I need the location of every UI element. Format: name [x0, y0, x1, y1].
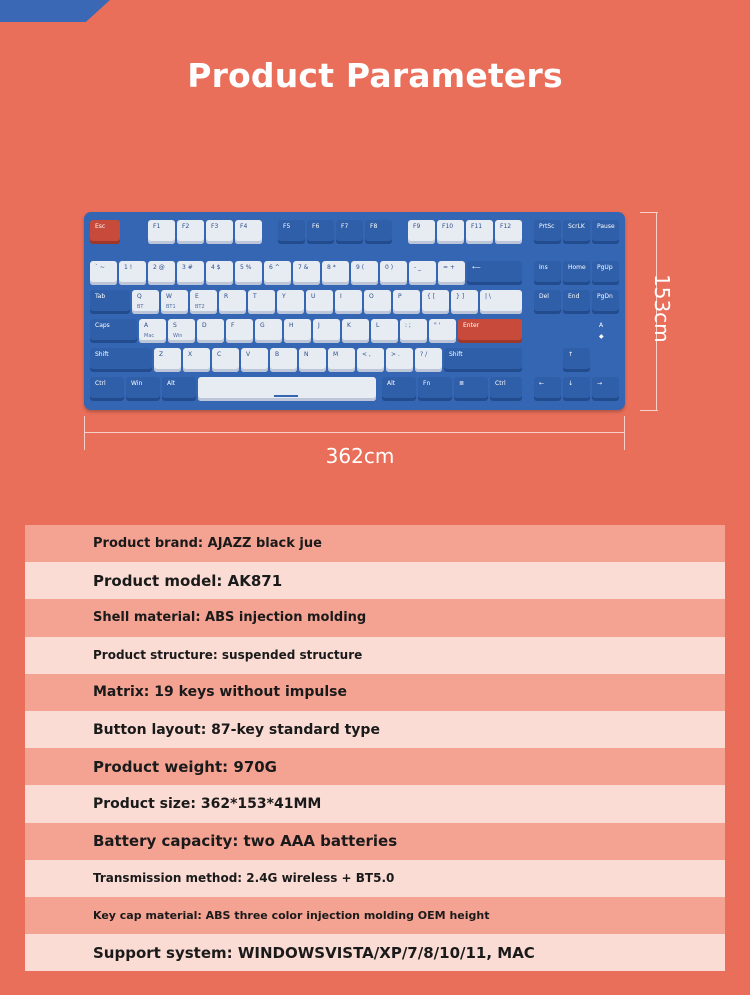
key-q	[132, 290, 159, 314]
key-arrow-left: ←	[534, 377, 561, 401]
key-f4: F4	[235, 220, 262, 244]
key-r: R	[219, 290, 246, 314]
spec-row-system: Support system: WINDOWSVISTA/XP/7/8/10/11, MAC	[25, 934, 725, 971]
key-n: N	[299, 348, 326, 372]
key-6: 6 ^	[264, 261, 291, 285]
key-f11: F11	[466, 220, 493, 244]
key-q-label: Q	[137, 293, 142, 300]
spec-row-transmission: Transmission method: 2.4G wireless + BT5.0	[25, 860, 725, 897]
key-s-sub: Win	[173, 333, 183, 339]
key-s-label: S	[173, 322, 177, 329]
spec-row-keycap: Key cap material: ABS three color injection molding OEM height	[25, 897, 725, 934]
key-f9: F9	[408, 220, 435, 244]
key-rbracket: } ]	[451, 290, 478, 314]
key-right-shift: Shift	[444, 348, 522, 372]
key-q-sub: BT	[137, 304, 144, 310]
key-f: F	[226, 319, 253, 343]
key-arrow-right: →	[592, 377, 619, 401]
width-dimension-line	[84, 432, 625, 433]
spec-row-structure: Product structure: suspended structure	[25, 637, 725, 674]
key-arrow-up: ↑	[563, 348, 590, 372]
key-o: O	[364, 290, 391, 314]
key-f8: F8	[365, 220, 392, 244]
key-arrow-down: ↓	[563, 377, 590, 401]
key-2: 2 @	[148, 261, 175, 285]
spec-row-matrix: Matrix: 19 keys without impulse	[25, 674, 725, 711]
key-k: K	[342, 319, 369, 343]
key-x: X	[183, 348, 210, 372]
key-home: Home	[563, 261, 590, 285]
spec-row-weight: Product weight: 970G	[25, 748, 725, 785]
height-dimension-label: 153cm	[650, 274, 674, 343]
key-d: D	[197, 319, 224, 343]
key-backtick: ` ~	[90, 261, 117, 285]
key-8: 8 *	[322, 261, 349, 285]
indicator-leds	[599, 320, 604, 342]
width-dimension-label: 362cm	[325, 444, 395, 468]
key-f6: F6	[307, 220, 334, 244]
key-f2: F2	[177, 220, 204, 244]
spec-table	[25, 525, 725, 971]
key-tab: Tab	[90, 290, 130, 314]
page-title: Product Parameters	[187, 56, 563, 95]
key-f3: F3	[206, 220, 233, 244]
key-z: Z	[154, 348, 181, 372]
key-win: Win	[126, 377, 160, 401]
key-lbracket: { [	[422, 290, 449, 314]
key-s	[168, 319, 195, 343]
key-scrlk: ScrLK	[563, 220, 590, 244]
key-semicolon: : ;	[400, 319, 427, 343]
key-a	[139, 319, 166, 343]
led-wireless-label: ◆	[599, 333, 604, 340]
key-m: M	[328, 348, 355, 372]
corner-decoration	[0, 0, 110, 22]
key-5: 5 %	[235, 261, 262, 285]
spec-row-layout: Button layout: 87-key standard type	[25, 711, 725, 748]
key-pgdn: PgDn	[592, 290, 619, 314]
key-j: J	[313, 319, 340, 343]
key-ins: Ins	[534, 261, 561, 285]
spec-row-size: Product size: 362*153*41MM	[25, 785, 725, 822]
key-f12: F12	[495, 220, 522, 244]
key-pause: Pause	[592, 220, 619, 244]
keyboard-image	[84, 212, 625, 410]
led-caps-label: A	[599, 322, 604, 329]
key-g: G	[255, 319, 282, 343]
key-period: > .	[386, 348, 413, 372]
key-right-alt: Alt	[382, 377, 416, 401]
key-i: I	[335, 290, 362, 314]
key-comma: < ,	[357, 348, 384, 372]
key-y: Y	[277, 290, 304, 314]
key-e-label: E	[195, 293, 199, 300]
key-0: 0 )	[380, 261, 407, 285]
width-tick-right	[624, 416, 625, 450]
key-esc: Esc	[90, 220, 120, 244]
key-a-label: A	[144, 322, 149, 329]
key-f7: F7	[336, 220, 363, 244]
key-u: U	[306, 290, 333, 314]
key-1: 1 !	[119, 261, 146, 285]
width-tick-left	[84, 416, 85, 450]
key-equal: = +	[438, 261, 465, 285]
key-p: P	[393, 290, 420, 314]
key-caps: Caps	[90, 319, 137, 343]
spec-row-model: Product model: AK871	[25, 562, 725, 599]
key-backslash: | \	[480, 290, 522, 314]
key-backspace: ⟵	[467, 261, 522, 285]
key-3: 3 #	[177, 261, 204, 285]
key-fn: Fn	[418, 377, 452, 401]
key-f1: F1	[148, 220, 175, 244]
key-pgup: PgUp	[592, 261, 619, 285]
key-4: 4 $	[206, 261, 233, 285]
key-f10: F10	[437, 220, 464, 244]
key-slash: ? /	[415, 348, 442, 372]
key-left-shift: Shift	[90, 348, 152, 372]
key-a-sub: Mac	[144, 333, 155, 339]
key-enter: Enter	[458, 319, 522, 343]
key-w-label: W	[166, 293, 172, 300]
key-spacebar	[198, 377, 376, 401]
key-menu: ≣	[454, 377, 488, 401]
key-w	[161, 290, 188, 314]
key-c: C	[212, 348, 239, 372]
key-right-ctrl: Ctrl	[490, 377, 522, 401]
key-quote: " '	[429, 319, 456, 343]
key-b: B	[270, 348, 297, 372]
key-h: H	[284, 319, 311, 343]
key-minus: - _	[409, 261, 436, 285]
spec-row-shell: Shell material: ABS injection molding	[25, 599, 725, 636]
key-f5: F5	[278, 220, 305, 244]
key-prtsc: PrtSc	[534, 220, 561, 244]
key-7: 7 &	[293, 261, 320, 285]
key-v: V	[241, 348, 268, 372]
key-9: 9 (	[351, 261, 378, 285]
spec-row-brand: Product brand: AJAZZ black jue	[25, 525, 725, 562]
key-left-ctrl: Ctrl	[90, 377, 124, 401]
key-e	[190, 290, 217, 314]
key-t: T	[248, 290, 275, 314]
key-left-alt: Alt	[162, 377, 196, 401]
key-end: End	[563, 290, 590, 314]
spec-row-battery: Battery capacity: two AAA batteries	[25, 823, 725, 860]
height-tick-bottom	[640, 410, 658, 411]
spacebar-marker	[274, 395, 298, 397]
key-del: Del	[534, 290, 561, 314]
key-l: L	[371, 319, 398, 343]
key-e-sub: BT2	[195, 304, 205, 310]
key-w-sub: BT1	[166, 304, 176, 310]
